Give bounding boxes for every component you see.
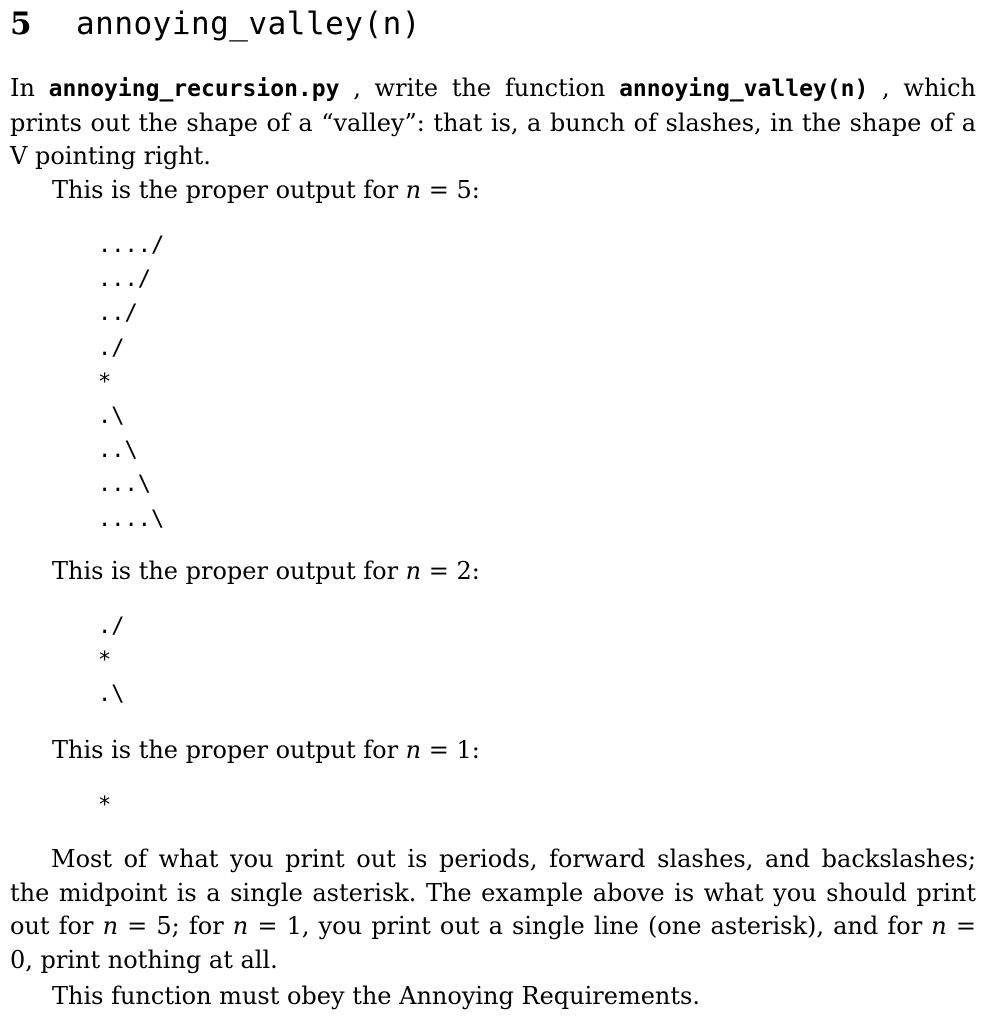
math-var-n: n xyxy=(232,912,249,941)
caption-value: = 5: xyxy=(421,176,480,204)
example-caption-n5 xyxy=(52,173,480,207)
summary-paragraph xyxy=(10,843,976,978)
caption-lead: This is the proper output for xyxy=(52,557,406,585)
closing-line: This function must obey the Annoying Requirements. xyxy=(52,982,700,1010)
caption-value: = 1: xyxy=(421,736,480,764)
example-output-n2: ./ * .\ xyxy=(98,614,125,708)
section-number: 5 xyxy=(10,6,32,42)
math-var-n: n xyxy=(102,912,119,941)
section-title: annoying_valley(n) xyxy=(76,6,421,42)
caption-value: = 2: xyxy=(421,557,480,585)
caption-lead: This is the proper output for xyxy=(52,736,406,764)
summary-text-4: = 0, print nothing at all. xyxy=(10,912,976,975)
intro-text-1: In xyxy=(10,74,49,102)
summary-text-2: = 5; for xyxy=(118,912,233,941)
function-name-code: annoying_valley(n) xyxy=(619,76,869,102)
example-output-n1: * xyxy=(98,793,112,818)
intro-text-2: , write the function xyxy=(339,74,620,102)
example-output-n5: ..../ .../ ../ ./ * .\ ..\ ...\ ....\ xyxy=(98,233,165,532)
caption-lead: This is the proper output for xyxy=(52,176,406,204)
math-var-n: n xyxy=(405,736,422,764)
filename-code: annoying_recursion.py xyxy=(48,76,340,102)
math-var-n: n xyxy=(405,557,422,585)
math-var-n: n xyxy=(931,912,947,941)
intro-text-3: , which prints out the shape of a “valley”: that is, a bunch of slashes, in the shape of a V pointing right. xyxy=(10,74,976,171)
section-heading xyxy=(10,2,421,46)
example-caption-n1 xyxy=(52,733,480,767)
example-caption-n2 xyxy=(52,554,480,588)
summary-text-1: Most of what you print out is periods, forward slashes, and backslashes; the midpoint is a single asterisk. The example above is what you should print out for xyxy=(10,845,976,941)
intro-paragraph xyxy=(10,72,976,174)
math-var-n: n xyxy=(405,176,422,204)
summary-text-3: = 1, you print out a single line (one asterisk), and for xyxy=(248,912,932,941)
